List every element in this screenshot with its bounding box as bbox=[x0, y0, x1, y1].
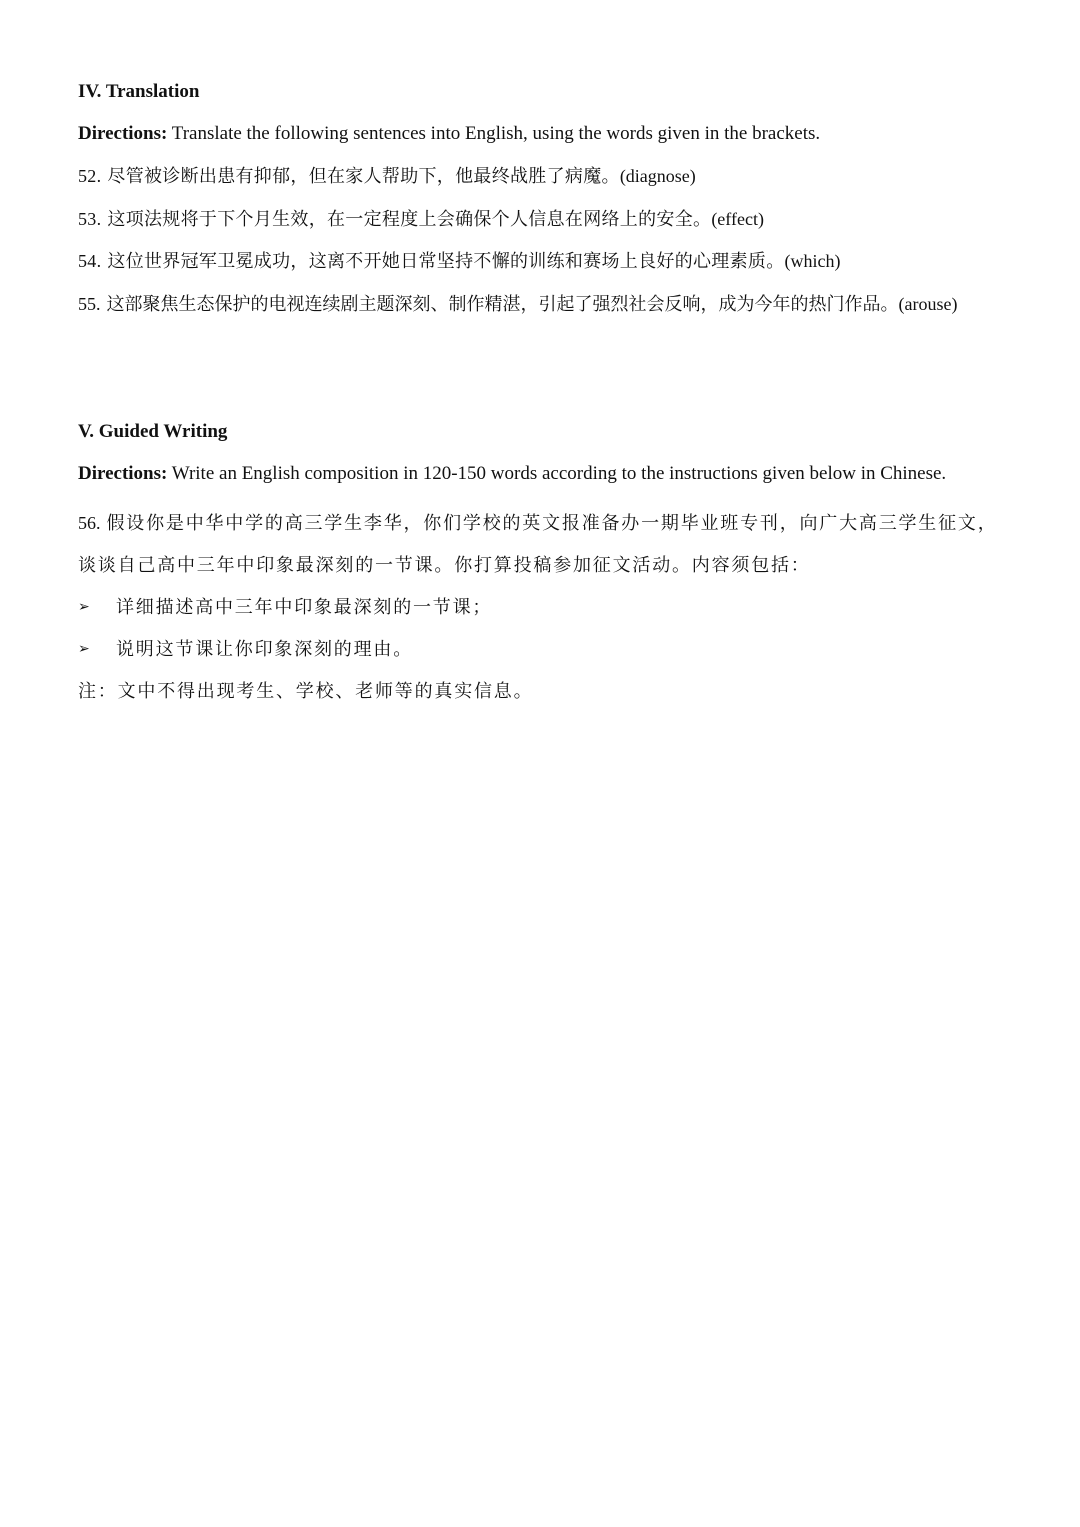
question-52 bbox=[78, 162, 1008, 190]
task-number: 56. bbox=[78, 513, 101, 533]
writing-directions-text: Write an English composition in 120-150 words according to the instructions given below in Chinese. bbox=[167, 463, 947, 484]
question-text: 这项法规将于下个月生效，在一定程度上会确保个人信息在网络上的安全。 bbox=[107, 208, 712, 229]
translation-heading: IV. Translation bbox=[78, 81, 200, 102]
translation-directions-label: Directions: bbox=[78, 123, 168, 144]
question-number: 52. bbox=[78, 166, 102, 186]
question-55 bbox=[78, 290, 1008, 318]
requirement-item bbox=[78, 635, 1008, 663]
question-number: 53. bbox=[78, 208, 102, 229]
question-hint: (which) bbox=[784, 251, 841, 271]
writing-task bbox=[78, 502, 1006, 586]
question-text: 尽管被诊断出患有抑郁，但在家人帮助下，他最终战胜了病魔。 bbox=[107, 166, 620, 186]
question-number: 54. bbox=[78, 251, 102, 271]
translation-section bbox=[78, 78, 1008, 332]
question-hint: (diagnose) bbox=[619, 166, 696, 186]
question-number: 55. bbox=[78, 293, 101, 314]
question-53 bbox=[78, 205, 1008, 233]
requirement-item bbox=[78, 593, 1008, 621]
translation-directions-text: Translate the following sentences into English, using the words given in the brackets. bbox=[167, 123, 821, 144]
writing-note: 注：文中不得出现考生、学校、老师等的真实信息。 bbox=[78, 681, 534, 701]
requirement-text: 详细描述高中三年中印象最深刻的一节课； bbox=[116, 597, 493, 617]
question-text: 这部聚焦生态保护的电视连续剧主题深刻、制作精湛，引起了强烈社会反响，成为今年的热门作品。 bbox=[106, 293, 899, 314]
writing-heading: V. Guided Writing bbox=[78, 421, 228, 442]
task-text: 假设你是中华中学的高三学生李华，你们学校的英文报准备办一期毕业班专刊，向广大高三学生征文，谈谈自己高中三年中印象最深刻的一节课。你打算投稿参加征文活动。内容须包括： bbox=[78, 513, 998, 575]
question-text: 这位世界冠军卫冕成功，这离不开她日常坚持不懈的训练和赛场上良好的心理素质。 bbox=[107, 251, 785, 271]
writing-directions-label: Directions: bbox=[78, 463, 168, 484]
arrow-bullet-icon: ➢ bbox=[78, 599, 90, 615]
question-54 bbox=[78, 247, 1008, 275]
writing-directions bbox=[78, 460, 1008, 488]
question-hint: (effect) bbox=[711, 208, 764, 229]
translation-directions bbox=[78, 120, 1008, 148]
question-hint: (arouse) bbox=[898, 293, 958, 314]
writing-section bbox=[78, 418, 1008, 705]
requirement-text: 说明这节课让你印象深刻的理由。 bbox=[116, 639, 413, 659]
arrow-bullet-icon: ➢ bbox=[78, 641, 90, 657]
